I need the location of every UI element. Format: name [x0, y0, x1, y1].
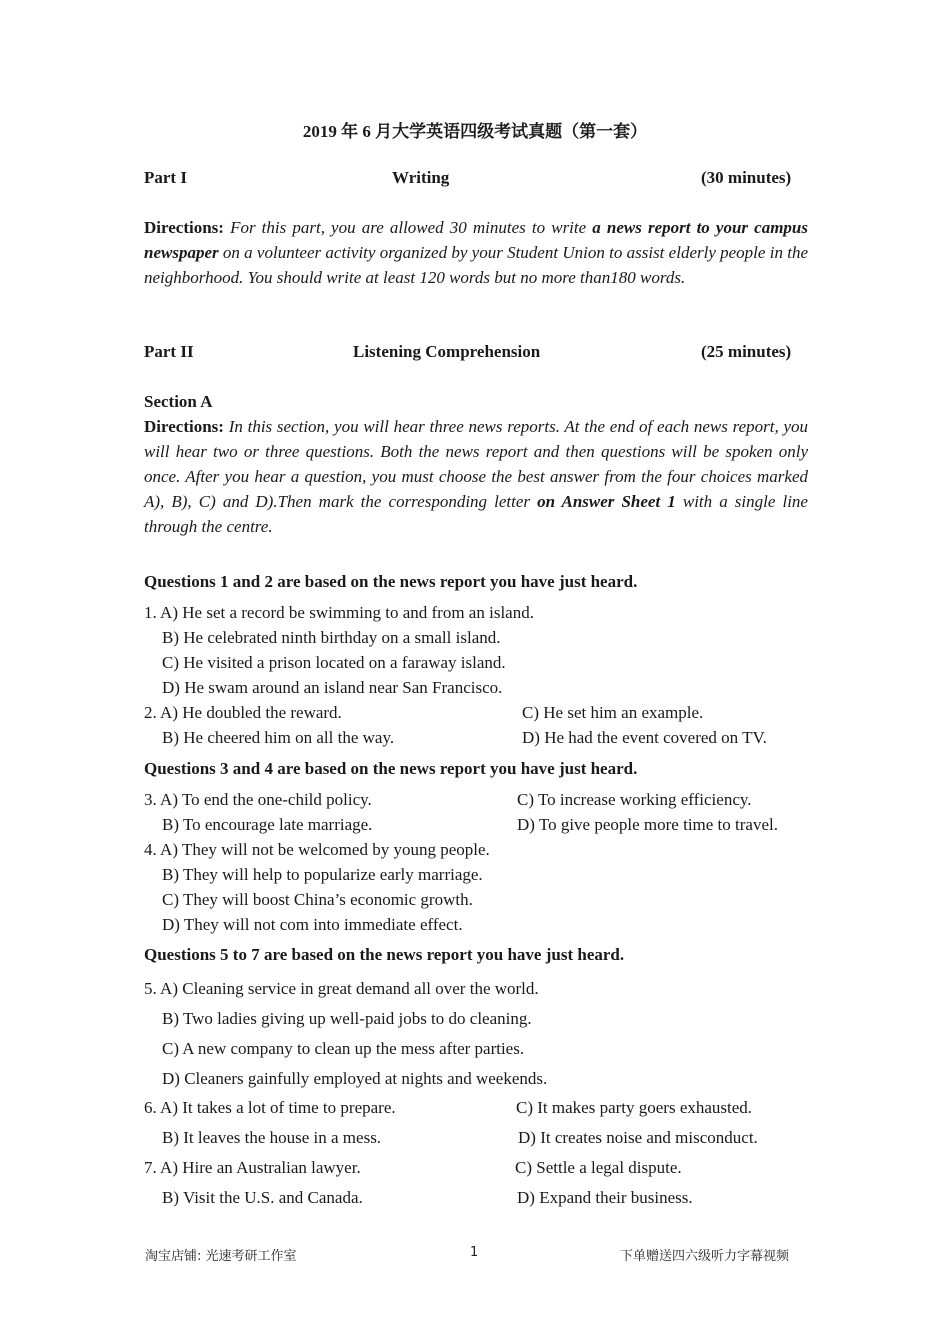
question-3-option-d: D) To give people more time to travel. — [517, 815, 778, 834]
question-2-option-d: D) He had the event covered on TV. — [522, 728, 767, 747]
directions-emphasis: a news report to your campus newspaper — [144, 218, 808, 262]
part-2-time: (25 minutes) — [701, 342, 792, 361]
question-3-option-b: B) To encourage late marriage. — [162, 815, 373, 834]
part-2-name: Listening Comprehension — [353, 342, 541, 361]
question-3-option-c: C) To increase working efficiency. — [517, 790, 752, 809]
question-5-option-c: C) A new company to clean up the mess after parties. — [162, 1039, 525, 1058]
question-4-option-d: D) They will not com into immediate effect. — [162, 915, 463, 934]
question-6-option-d: D) It creates noise and misconduct. — [518, 1128, 758, 1147]
question-3-option-a: 3. A) To end the one-child policy. — [144, 790, 372, 809]
question-6-option-c: C) It makes party goers exhausted. — [516, 1098, 753, 1117]
question-6-option-b: B) It leaves the house in a mess. — [162, 1128, 382, 1147]
part-1-name: Writing — [392, 168, 450, 187]
question-7-option-b: B) Visit the U.S. and Canada. — [162, 1188, 363, 1207]
question-1-option-a: 1. A) He set a record be swimming to and from an island. — [144, 603, 534, 622]
question-4-option-b: B) They will help to popularize early marriage. — [162, 865, 483, 884]
question-1-option-b: B) He celebrated ninth birthday on a small island. — [162, 628, 501, 647]
question-5-option-b: B) Two ladies giving up well-paid jobs to do cleaning. — [162, 1009, 532, 1028]
listening-directions — [144, 414, 808, 539]
question-group-header: Questions 3 and 4 are based on the news report you have just heard. — [144, 759, 638, 778]
directions-text: with a single line through the centre. — [144, 492, 808, 536]
question-2-option-b: B) He cheered him on all the way. — [162, 728, 395, 747]
directions-text: For this part, you are allowed 30 minutes to write — [223, 218, 593, 237]
question-6-option-a: 6. A) It takes a lot of time to prepare. — [144, 1098, 396, 1117]
question-group-header: Questions 5 to 7 are based on the news report you have just heard. — [144, 945, 625, 964]
question-1-option-d: D) He swam around an island near San Francisco. — [162, 678, 503, 697]
question-5-option-a: 5. A) Cleaning service in great demand all over the world. — [144, 979, 539, 998]
section-a-heading: Section A — [144, 392, 213, 411]
part-1-label: Part I — [144, 168, 187, 187]
question-4-option-a: 4. A) They will not be welcomed by young people. — [144, 840, 490, 859]
directions-text: on a volunteer activity organized by your Student Union to assist elderly people in the neighborhood. You should write at least 120 words but no more than180 words. — [144, 243, 808, 287]
page-title: 2019 年 6 月大学英语四级考试真题（第一套） — [302, 122, 648, 141]
question-2-option-c: C) He set him an example. — [522, 703, 704, 722]
question-5-option-d: D) Cleaners gainfully employed at nights and weekends. — [162, 1069, 548, 1088]
part-2-label: Part II — [144, 342, 194, 361]
question-7-option-a: 7. A) Hire an Australian lawyer. — [144, 1158, 361, 1177]
footer-promo: 下单赠送四六级听力字幕视频 — [620, 1249, 790, 1264]
question-2-option-a: 2. A) He doubled the reward. — [144, 703, 342, 722]
writing-directions — [144, 215, 808, 290]
part-1-time: (30 minutes) — [701, 168, 792, 187]
question-group-header: Questions 1 and 2 are based on the news report you have just heard. — [144, 572, 638, 591]
question-1-option-c: C) He visited a prison located on a faraway island. — [162, 653, 506, 672]
directions-emphasis: on Answer Sheet 1 — [537, 492, 676, 511]
question-4-option-c: C) They will boost China’s economic growth. — [162, 890, 473, 909]
question-7-option-c: C) Settle a legal dispute. — [515, 1158, 682, 1177]
page-number: 1 — [470, 1245, 479, 1260]
directions-lead: Directions: — [144, 218, 224, 237]
directions-text: In this section, you will hear three news reports. At the end of each news report, you will hear two or three questions. Both the news report and then questions will be spoken only once. After you hear a question, you must choose the best answer from the four choices marked A), B), C) and D).Then mark the corresponding letter — [144, 417, 808, 511]
directions-lead: Directions: — [144, 417, 224, 436]
footer-shop-name: 淘宝店铺: 光速考研工作室 — [145, 1249, 297, 1264]
question-7-option-d: D) Expand their business. — [517, 1188, 693, 1207]
